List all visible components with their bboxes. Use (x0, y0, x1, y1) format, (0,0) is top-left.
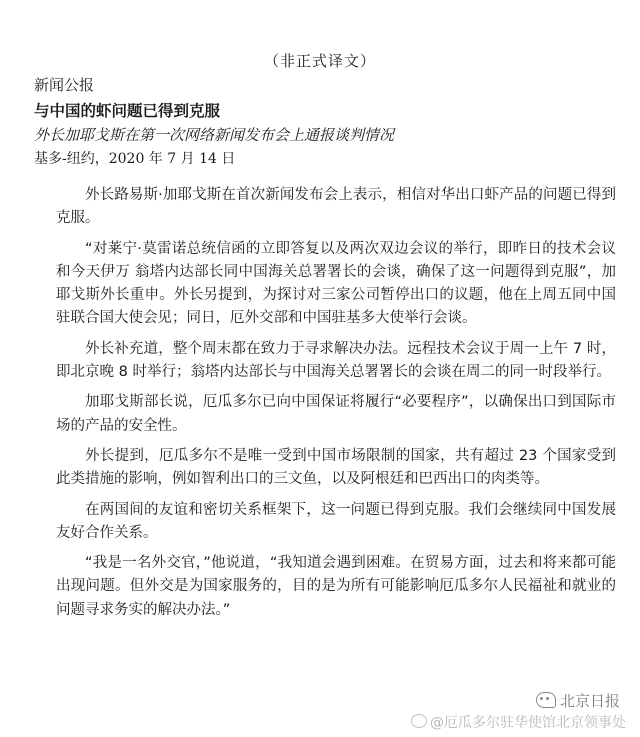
wechat-icon (536, 692, 556, 708)
press-release-label: 新闻公报 (34, 76, 95, 94)
dateline: 基多-纽约，2020 年 7 月 14 日 (34, 151, 236, 167)
weibo-watermark-text: @厄瓜多尔驻华使馆北京领事处 (430, 715, 626, 731)
paragraph: “对莱宁·莫雷诺总统信函的立即答复以及两次双边会议的举行，即昨日的技术会议和今天伊万 翁塔内达部长同中国海关总署署长的会谈，确保了这一问题得到克服”，加耶戈斯外长重申。外长另提到，为探讨对三家公司暂停出口的议题，他在上周五同中国驻联合国大使会见；同日，厄外交部和中国驻基多大使举行会谈。 (56, 240, 616, 327)
wechat-watermark-text: 北京日报 (559, 692, 620, 710)
paragraph: 外长补充道，整个周末都在致力于寻求解决办法。远程技术会议于周一上午 7 时，即北京晚 8 时举行；翁塔内达部长与中国海关总署署长的会谈在周二的同一时段举行。 (56, 340, 616, 381)
translation-note: （非正式译文） (263, 52, 376, 70)
paragraph: 加耶戈斯部长说，厄瓜多尔已向中国保证将履行“必要程序”，以确保出口到国际市场的产品的安全性。 (56, 394, 616, 434)
paragraph: “我是一名外交官，”他说道，“我知道会遇到困难。在贸易方面，过去和将来都可能出现问题。但外交是为国家服务的，目的是为所有可能影响厄瓜多尔人民福祉和就业的问题寻求务实的解决办法。” (56, 555, 616, 618)
wechat-watermark (536, 690, 620, 711)
paragraph: 在两国间的友谊和密切关系框架下，这一问题已得到克服。我们会继续同中国发展友好合作关系。 (56, 501, 616, 541)
paragraph: 外长提到，厄瓜多尔不是唯一受到中国市场限制的国家，共有超过 23 个国家受到此类措施的影响，例如智利出口的三文鱼，以及阿根廷和巴西出口的肉类等。 (56, 447, 616, 488)
weibo-watermark (411, 712, 626, 732)
weibo-icon (411, 714, 427, 728)
headline: 与中国的虾问题已得到克服 (34, 102, 221, 120)
subheadline: 外长加耶戈斯在第一次网络新闻发布会上通报谈判情况 (34, 126, 395, 144)
article-body (56, 184, 616, 622)
paragraph: 外长路易斯·加耶戈斯在首次新闻发布会上表示，相信对华出口虾产品的问题已得到克服。 (56, 187, 616, 227)
